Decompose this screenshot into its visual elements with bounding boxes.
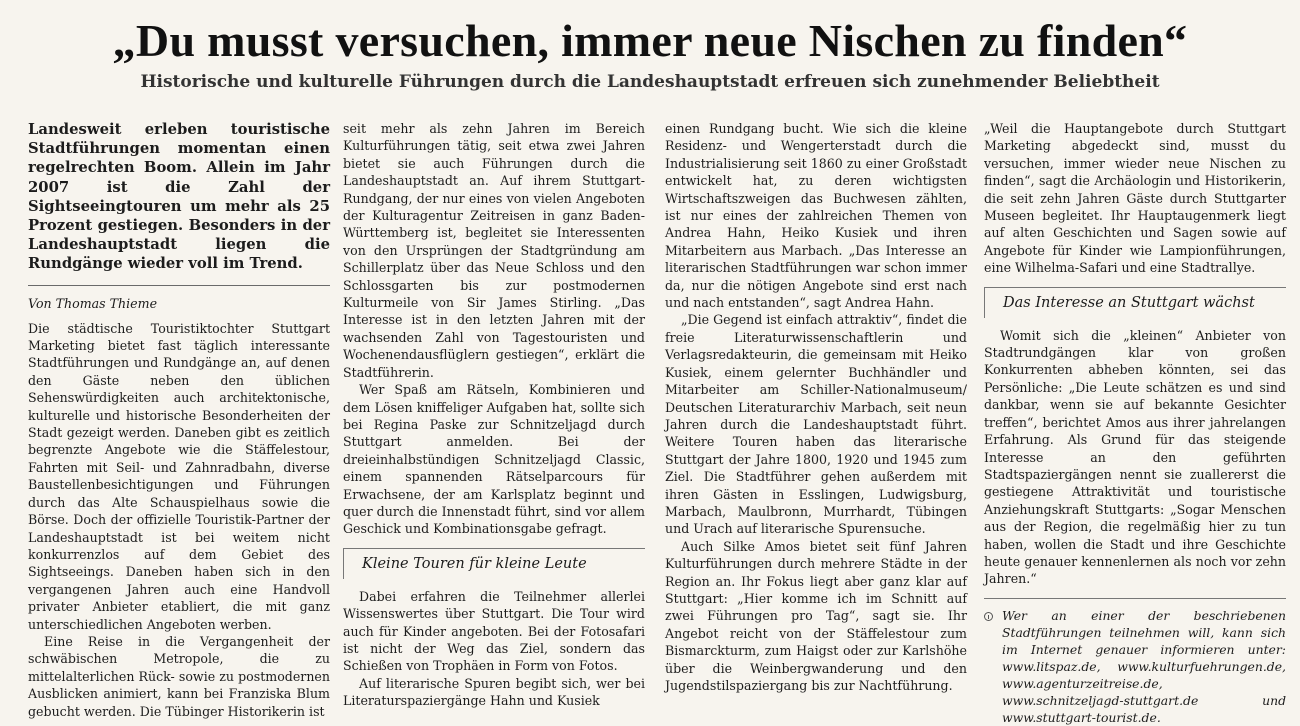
info-text: Wer an einer der beschriebenen Stadtführungen teilnehmen will, kann sich im Internet genauer informieren unter: www.litspaz.de, www.kulturfuehrungen.de, www.agenturzeitreise.de, www.schnitzeljagd-stuttgart.de und www.stuttgart-tourist.de. <box>1002 607 1286 725</box>
body-paragraph: einen Rundgang bucht. Wie sich die kleine Residenz- und Wengerterstadt durch die Industrialisierung seit 1860 zu einer Großstadt entwickelt hat, zu deren wichtigsten Wirtschaftszweigen das Buchwesen zählten, ist nur eines der zahlreichen Themen von Andrea Hahn, Heiko Kusiek und ihren Mitarbeitern aus Marbach. „Das Interesse an literarischen Stadtführungen war schon immer da, nur die nötigen Angebote sind erst nach und nach entstanden“, sagt Andrea Hahn. <box>665 121 967 311</box>
body-paragraph: Wer Spaß am Rätseln, Kombinieren und dem Lösen kniffeliger Aufgaben hat, sollte sich bei Regina Paske zur Schnitzeljagd durch Stuttgart anmelden. Bei der dreieinhalbstündigen Schnitzeljagd Classic, einem spannenden Rätselparcours für Erwachsene, der am Karlsplatz beginnt und quer durch die Innenstadt führt, sind vor allem Geschick und Kombinationsgabe gefragt. <box>343 382 645 537</box>
body-paragraph: Auf literarische Spuren begibt sich, wer bei Literaturspaziergänge Hahn und Kusiek <box>343 675 645 709</box>
lead-paragraph: Landesweit erleben touristische Stadtführungen momentan einen regelrechten Boom. Allein im Jahr 2007 ist die Zahl der Sightseeingtouren um mehr als 25 Prozent gestiegen. Besonders in der Landeshauptstadt liegen die Rundgänge wieder voll im Trend. <box>28 121 330 273</box>
body-paragraph: Dabei erfahren die Teilnehmer allerlei Wissenswertes über Stuttgart. Die Tour wird auch für Kinder angeboten. Bei der Fotosafari ist nicht der Weg das Ziel, sondern das Schießen von Trophäen in Form von Fotos. <box>343 588 645 674</box>
subheadline: Historische und kulturelle Führungen durch die Landeshauptstadt erfreuen sich zunehmender Beliebtheit <box>140 72 1160 92</box>
column-3 <box>665 120 967 693</box>
info-icon <box>984 612 993 621</box>
body-paragraph: seit mehr als zehn Jahren im Bereich Kulturführungen tätig, seit etwa zwei Jahren bietet sie auch Führungen durch die Landeshauptstadt an. Auf ihrem Stuttgart-Rundgang, der nur eines von vielen Angeboten der Kulturagentur Zeitreisen in ganz Baden-Württemberg ist, begleitet sie Interessenten von den Ursprüngen der Stadtgründung am Schillerplatz über das Neue Schloss und den Schlossgarten bis zur postmodernen Kulturmeile von Sir James Stirling. „Das Interesse ist in den letzten Jahren mit der wachsenden Zahl von Tagestouristen und Wochenendausflüglern gestiegen“, erklärt die Stadtführerin. <box>343 121 645 380</box>
column-4 <box>984 120 1286 725</box>
headline: „Du musst versuchen, immer neue Nischen zu finden“ <box>112 15 1188 66</box>
section-heading: Kleine Touren für kleine Leute <box>343 548 645 579</box>
divider <box>28 285 330 286</box>
body-paragraph: Auch Silke Amos bietet seit fünf Jahren Kulturführungen durch mehrere Städte in der Region an. Ihr Fokus liegt aber ganz klar auf Stuttgart: „Hier komme ich im Schnitt auf zwei Führungen pro Tag“, sagt sie. Ihr Angebot reicht von der Stäffelestour zum Bismarckturm, zum Haigst oder zur Karlshöhe über die Weinbergwanderung und den Jugendstilspaziergang bis zur Nachtführung. <box>665 538 967 693</box>
body-paragraph: „Die Gegend ist einfach attraktiv“, findet die freie Literaturwissenschaftlerin und Verlagsredakteurin, die gemeinsam mit Heiko Kusiek, einem gelernter Buchhändler und Mitarbeiter am Schiller-Nationalmuseum/ Deutschen Literaturarchiv Marbach, seit neun Jahren durch die Landeshauptstadt führt. Weitere Touren haben das literarische Stuttgart der Jahre 1800, 1920 und 1945 zum Ziel. Die Stadtführer gehen außerdem mit ihren Gästen in Esslingen, Ludwigsburg, Marbach, Maulbronn, Murrhardt, Tübingen und Urach auf literarische Spurensuche. <box>665 312 967 537</box>
body-paragraph: Eine Reise in die Vergangenheit der schwäbischen Metropole, die zu mittelalterlichen Rück- sowie zu postmodernen Ausblicken animiert, kann bei Franziska Blum gebucht werden. Die Tübinger Historikerin ist <box>28 633 330 719</box>
section-heading: Das Interesse an Stuttgart wächst <box>984 287 1286 318</box>
byline: Von Thomas Thieme <box>28 295 158 311</box>
column-1 <box>28 120 330 719</box>
info-box <box>984 598 1286 726</box>
body-paragraph: Die städtische Touristiktochter Stuttgart Marketing bietet fast täglich interessante Stadtführungen und Rundgänge an, auf denen den Gäste neben den üblichen Sehenswürdigkeiten auch architektonische, kulturelle und historische Besonderheiten der Stadt gezeigt werden. Daneben gibt es zeitlich begrenzte Angebote wie die Stäffelestour, Fahrten mit Seil- und Zahnradbahn, diverse Baustellenbesichtigungen und Führungen durch das Alte Schauspielhaus sowie die Börse. Doch der offizielle Touristik-Partner der Landeshauptstadt ist bei weitem nicht konkurrenzlos auf dem Gebiet des Sightseeings. Daneben haben sich in den vergangenen Jahren auch eine Handvoll privater Anbieter etabliert, die mit ganz unterschiedlichen Angeboten werben. <box>28 320 330 632</box>
column-2 <box>343 120 645 709</box>
body-paragraph: Womit sich die „kleinen“ Anbieter von Stadtrundgängen klar von großen Konkurrenten abheben könnten, sei das Persönliche: „Die Leute schätzen es und sind dankbar, wenn sie auf bekannte Gesichter treffen“, berichtet Amos aus ihrer jahrelangen Erfahrung. Als Grund für das steigende Interesse an den geführten Stadtspaziergängen nennt sie zuallererst die gestiegene Attraktivität und touristische Anziehungskraft Stuttgarts: „Sogar Menschen aus der Region, die regelmäßig hier zu tun haben, wollen die Stadt und ihre Geschichte heute genauer kennenlernen als noch vor zehn Jahren.“ <box>984 327 1286 587</box>
body-paragraph: „Weil die Hauptangebote durch Stuttgart Marketing abgedeckt sind, musst du versuchen, immer wieder neue Nischen zu finden“, sagt die Archäologin und Historikerin, die seit zehn Jahren Gäste durch Stuttgarter Museen begleitet. Ihr Hauptaugenmerk liegt auf alten Geschichten und Sagen sowie auf Angebote für Kinder wie Lampionführungen, eine Wilhelma-Safari und eine Stadtrallye. <box>984 121 1286 276</box>
